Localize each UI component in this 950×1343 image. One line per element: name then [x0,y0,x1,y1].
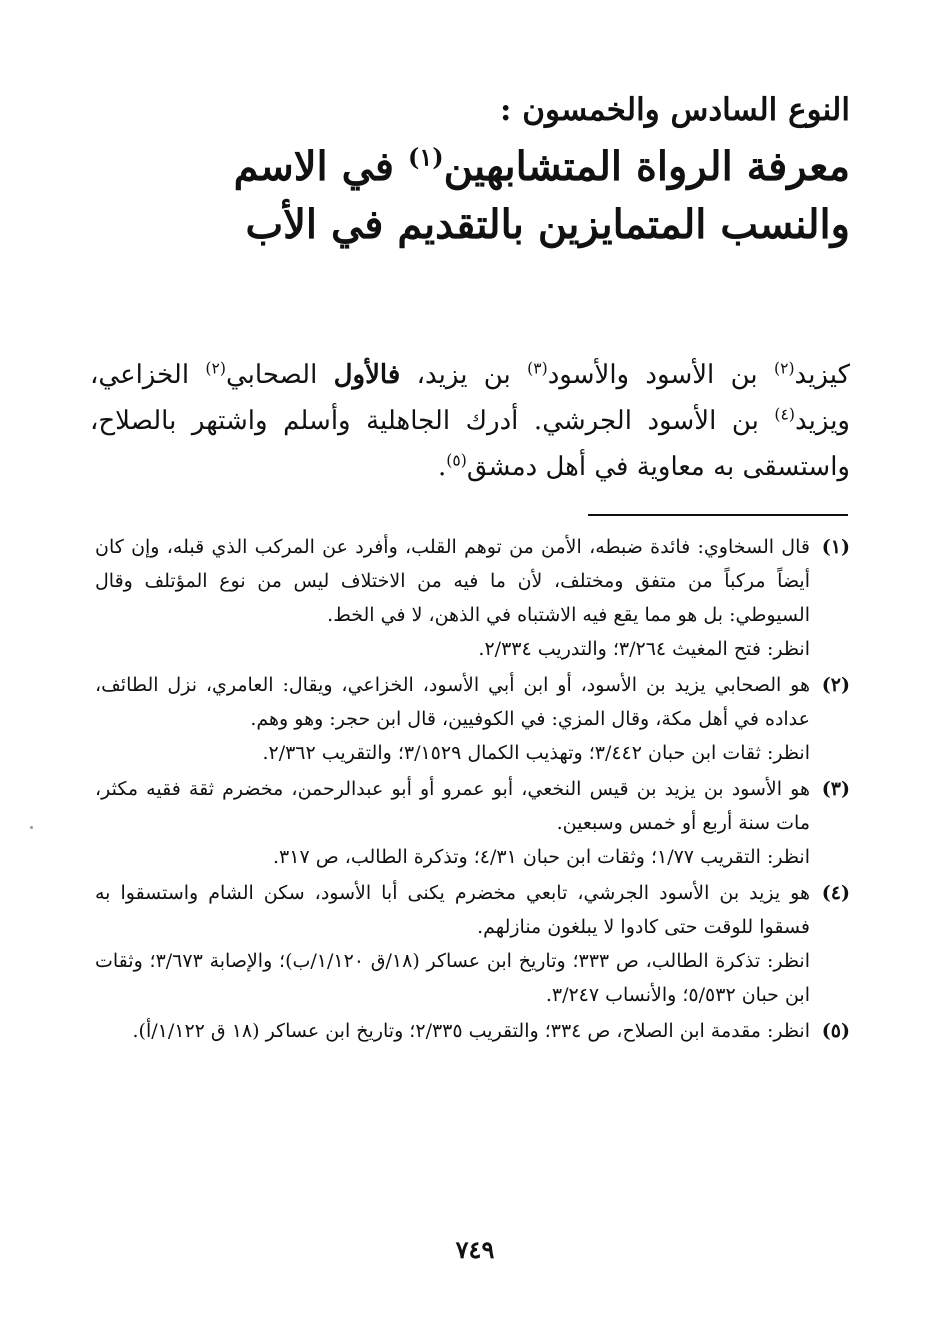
footnote-line: هو الصحابي يزيد بن الأسود، أو ابن أبي الأسود، الخزاعي، ويقال: العامري، نزل الطائف، عداده في أهل مكة، وقال المزي: في الكوفيين، قال ابن حجر: وهو وهم. [95,674,810,730]
footnote-4 [95,876,850,1012]
footnote-number: (٢) [821,674,850,696]
scan-speck [30,826,33,829]
text-run: بن الأسود الجرشي. أدرك الجاهلية وأسلم واشتهر بالصلاح، واستسقى به معاوية في أهل دمشق [90,406,850,482]
footnote-line: انظر: تذكرة الطالب، ص ٣٣٣؛ وتاريخ ابن عساكر (١٨/ق ١/١٢٠/ب)؛ والإصابة ٣/٦٧٣؛ وثقات ابن حبان ٥/٥٣٢؛ والأنساب ٣/٢٤٧. [95,950,810,1006]
footnote-line: انظر: ثقات ابن حبان ٣/٤٤٢؛ وتهذيب الكمال ٣/١٥٢٩؛ والتقريب ٢/٣٦٢. [262,742,810,764]
page-number: ٧٤٩ [455,1235,495,1264]
footnote-line: هو يزيد بن الأسود الجرشي، تابعي مخضرم يكنى أبا الأسود، سكن الشام واستسقوا به فسقوا للوقت حتى كادوا لا يبلغون منازلهم. [95,882,810,938]
footnote-text [95,876,810,1012]
chapter-title-line-2: والنسب المتمايزين بالتقديم في الأب [245,201,850,248]
text-run: . [437,452,447,482]
footnote-2 [95,668,850,770]
main-paragraph [90,352,850,490]
footnote-ref: (١) [407,142,444,172]
footnote-number: (٣) [821,778,850,800]
footnote-5 [95,1014,850,1048]
footnote-3 [95,772,850,874]
text-run: بن الأسود والأسود [547,360,774,390]
chapter-kind-heading: النوع السادس والخمسون : [500,92,850,128]
text-run: بن يزيد، [400,360,528,390]
footnote-ref: (٤) [774,405,795,424]
footnote-text [95,1014,810,1048]
text-run: كيزيد [794,360,850,390]
title-text-part: معرفة الرواة المتشابهين [443,143,850,190]
chapter-title [130,138,850,254]
footnote-ref: (٣) [527,359,548,378]
footnote-number: (١) [821,536,850,558]
footnotes [95,530,850,1050]
text-run: الصحابي [225,360,334,390]
footnote-text [95,772,810,874]
footnote-1 [95,530,850,666]
footnote-number: (٤) [821,882,850,904]
bold-text-run: فالأول [333,360,401,390]
footnote-ref: (٥) [446,451,467,470]
footnote-line: انظر: مقدمة ابن الصلاح، ص ٣٣٤؛ والتقريب ٢/٣٣٥؛ وتاريخ ابن عساكر (١٨ ق ١/١٢٢/أ). [132,1020,810,1042]
footnote-line: انظر: التقريب ١/٧٧؛ وثقات ابن حبان ٤/٣١؛ وتذكرة الطالب، ص ٣١٧. [272,846,810,868]
chapter-title-line-1 [130,138,850,196]
text-run: الخزاعي، ويزيد [90,360,850,436]
title-text-part: في الاسم [233,143,408,190]
footnote-ref: (٢) [205,359,226,378]
footnote-line: قال السخاوي: فائدة ضبطه، الأمن من توهم القلب، وأفرد عن المركب الذي قبله، وإن كان أيضاً مركباً من متفق ومختلف، لأن ما فيه من الاختلاف ليس من نوع المؤتلف وقال السيوطي: بل هو مما يقع فيه الاشتباه في الذهن، لا في الخط. [95,536,810,626]
footnote-separator [588,514,848,516]
footnote-text [95,668,810,770]
footnote-text [95,530,810,666]
footnote-ref: (٢) [773,359,795,378]
footnote-line: هو الأسود بن يزيد بن قيس النخعي، أبو عمرو أو أبو عبدالرحمن، مخضرم ثقة فقيه مكثر، مات سنة أربع أو خمس وسبعين. [95,778,810,834]
footnote-line: انظر: فتح المغيث ٣/٢٦٤؛ والتدريب ٢/٣٣٤. [478,638,810,660]
footnote-number: (٥) [821,1020,850,1042]
